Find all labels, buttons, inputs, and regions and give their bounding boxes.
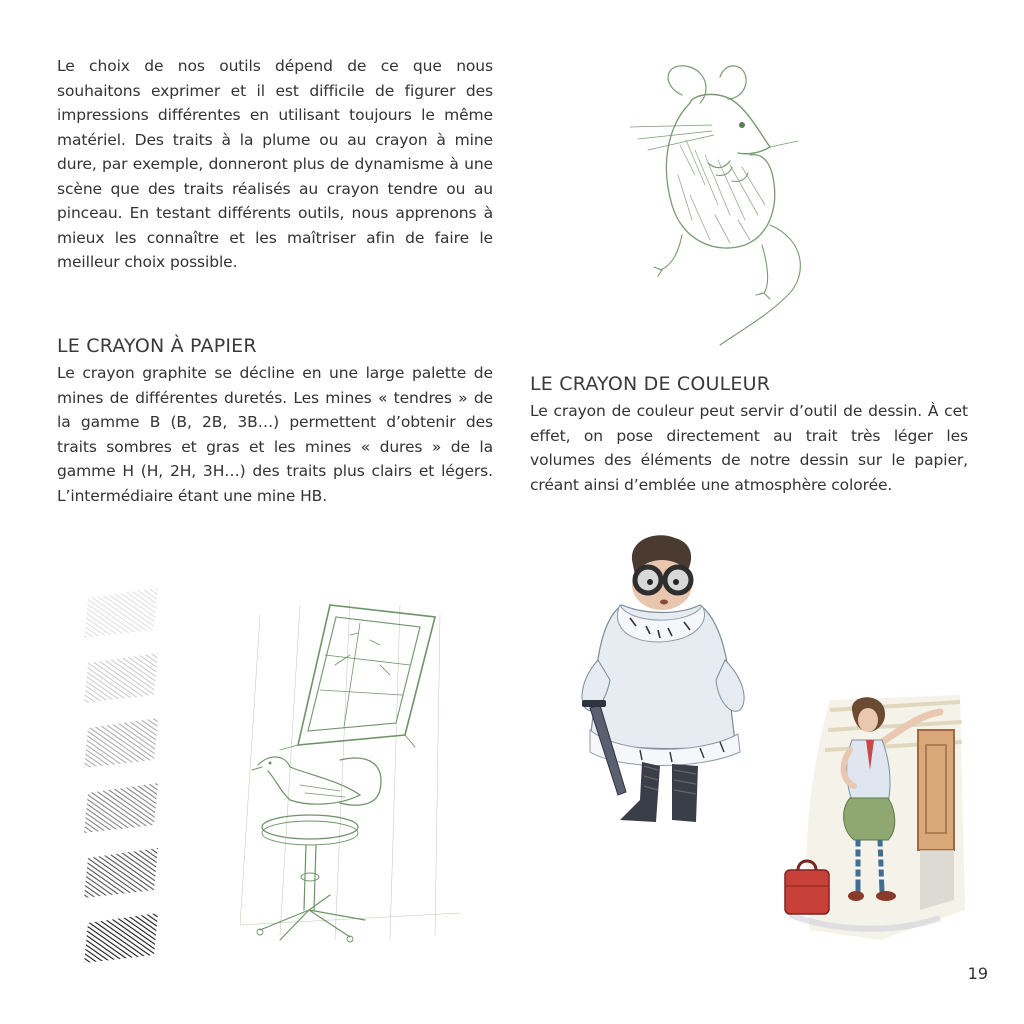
section-heading-crayon-couleur: LE CRAYON DE COULEUR [530, 373, 771, 395]
crayon-couleur-paragraph: Le crayon de couleur peut servir d’outil de dessin. À cet effet, on pose directement au trait très léger les volumes des éléments de notre dessin sur le papier, créant ainsi d’emblée une atmosphère colorée. [530, 402, 968, 494]
crayon-papier-paragraph: Le crayon graphite se décline en une large palette de mines de différentes duretés. Les mines « tendres » de la gamme B (B, 2B, 3B…) permettent d’obtenir des traits sombres et gras et les mines « dures » de la gamme H (H, 2H, 3H…) des traits plus clairs et légers. L’intermédiaire étant une mine HB. [57, 364, 493, 505]
graphite-swatch [84, 653, 158, 703]
graphite-swatch [84, 848, 158, 898]
graphite-swatches-illustration [80, 580, 170, 970]
graphite-swatch [84, 783, 158, 833]
mouse-sketch-illustration [620, 55, 820, 355]
graphite-swatch [84, 588, 158, 638]
section-heading-crayon-papier: LE CRAYON À PAPIER [57, 335, 257, 357]
graphite-swatch [84, 718, 158, 768]
graphite-swatch [84, 913, 158, 963]
girl-suitcase-illustration [770, 690, 970, 945]
page-number: 19 [967, 964, 988, 983]
boy-fur-coat-illustration [560, 530, 760, 840]
chair-window-sketch-illustration [240, 595, 460, 950]
intro-paragraph: Le choix de nos outils dépend de ce que nous souhaitons exprimer et il est difficile de figurer des impressions différentes en utilisant toujours le même matériel. Des traits à la plume ou au crayon à mine dure, par exemple, donneront plus de dynamisme à une scène que des traits réalisés au crayon tendre ou au pinceau. En testant différents outils, nous apprenons à mieux les connaître et les maîtriser afin de faire le meilleur choix possible. [57, 57, 493, 271]
